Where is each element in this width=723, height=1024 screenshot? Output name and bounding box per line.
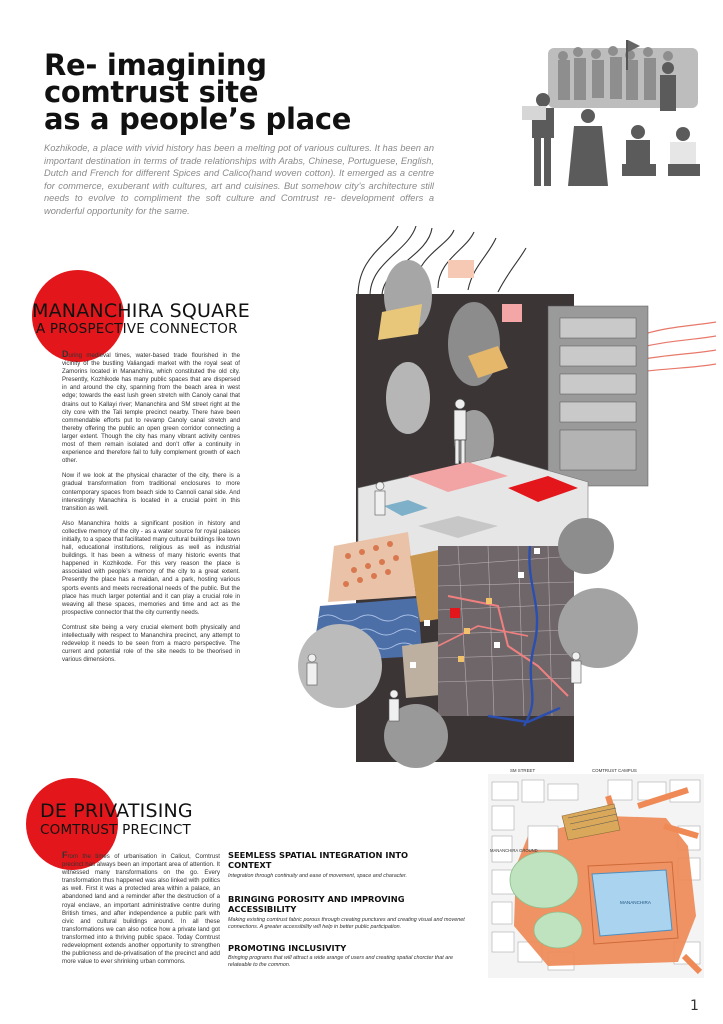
- flow-lines: [358, 226, 526, 296]
- crowd-photo-collage: [518, 38, 708, 190]
- paragraph-text: rom the times of urbanisation in Calicut, Comtrust precinct has always been an important area of attention. It witnessed many transformations on the go. Every transformation thus happened was also linked with politics as well. First it was a protected area within a palace, an abandoned land and a reminder after the destruction of a royal enclave, an important administrative centre during British times, and after independence a public park with civic and cultural buildings around. In all these transformations we can also notice how a private land got transformed into a thriving public space. Today Comtrust redevelopment extends another opportunity to strengthen the publicness and de-privatisation of the precinct and add more value to ever shrinking urban commons.: [62, 853, 220, 966]
- body-paragraph: Also Mananchira holds a significant position in history and collective memory of the city - as a water source for royal palaces initially, to a space that facilitated many cultural buildings like town hall, educational institutions, religious as well as industrial buildings. It has been a witness of many historic events that happened in Kozhikode. For this very reason the place is associated with people’s memory of the city to a great extent. Presently the place has a maidan, and a park, hosting various sports events and meets recreational needs of the public. But the place has much larger potential and it can play a crucial role in weaving all these spaces, memories and time and act as the prospective connector that the city currently needs.: [62, 519, 240, 616]
- strategy-description: Making existing comtrust fabric porous through creating punctures and creating visual and movenet connections. A greater accessibility will help in better public participation.: [228, 917, 465, 930]
- mill-illustration: [548, 306, 648, 486]
- label-mananchira-ground: MANANCHIRA GROUND: [490, 848, 538, 853]
- strategy-description: Bringing programs that will attract a wide arange of users and creating spatial chorcter that are relateable to the common.: [228, 955, 454, 968]
- body-paragraph: [62, 851, 220, 966]
- body-paragraph: Now if we look at the physical character of the city, there is a gradual transformation from traditional enclosures to more contemporary spaces from beach side to Cannoli canal side. And interestingly Manachira is located in a crucial point in this transition as well.: [62, 472, 240, 512]
- section1-body: [62, 350, 240, 671]
- mananchira-map-collage: [298, 226, 716, 774]
- site-plan-diagram: [488, 766, 704, 978]
- section2-body: [62, 851, 220, 973]
- title-line-3: as a people’s place: [44, 102, 352, 136]
- strategy-description: Integration through continuity and ease of movement, space and character.: [228, 873, 407, 879]
- label-sm-street: SM STREET: [510, 768, 536, 773]
- dropcap: D: [62, 349, 69, 359]
- strategy-title: SEEMLESS SPATIAL INTEGRATION INTO CONTEXT: [228, 850, 409, 871]
- paragraph-text: uring medieval times, water-based trade flourished in the vicinity of the bustling Valiangadi market with the royal seat of Zamorins located in Mananchira, which constituted the old city. Presently, Kozhikode has many public spaces that are dispersed in and around the city, spanning from the beach area in west edge; towards the east lush green stretch with Canoly canal that drains out to Kallayi river; Mananchira and SM street right at the city core with the Tali temple precinct nearby. There have been commendable efforts put to revamp Canoly canal stretch and thereby offering the public an open green corridor connecting a larger extent. Though the city has many vibrant activity centres most of them remain isolated and don’t offer a continuity in experience and therefore fail to fully complement growth of each other.: [62, 352, 240, 465]
- body-paragraph: Comtrust site being a very crucial element both physically and intellectually with respect to Mananchira precinct, any attempt to redevelop it needs to be seen from a macro perspective. The current and potential role of the site needs to be theorised in various dimensions.: [62, 623, 240, 664]
- label-mananchira-tank: MANANCHIRA: [620, 900, 651, 905]
- intro-paragraph: Kozhikode, a place with vivid history has been a melting pot of various cultures. It has been an important destination in terms of trade relationships with Arabs, Chinese, Portuguese, English, Dutch and French for different Spices and Calico(hand woven cotton). It emerged as a centre for commerce, exuberant with cultures, art and cuisines. But somehow city’s architecture still needs to evolve to compliment the soft culture and Comtrust re- development offers a wonderful opportunity for the same.: [44, 143, 434, 216]
- section-title-mananchira: MANANCHIRA SQUARE: [32, 300, 250, 322]
- strategy-title: BRINGING POROSITY AND IMPROVING ACCESSIBILITY: [228, 894, 405, 915]
- body-paragraph: [62, 350, 240, 465]
- label-comtrust-campus: COMTRUST CAMPUS: [592, 768, 637, 773]
- page-number: 1: [690, 998, 699, 1014]
- section-subtitle-connector: A PROSPECTIVE CONNECTOR: [36, 321, 238, 337]
- strategy-title: PROMOTING INCLUSIVITY: [228, 943, 347, 953]
- title-line-1: Re- imagining: [44, 48, 267, 82]
- section-title-deprivatising: DE PRIVATISING: [40, 800, 193, 822]
- title-line-2: comtrust site: [44, 75, 259, 109]
- page-title: [44, 48, 352, 136]
- section-subtitle-comtrust: COMTRUST PRECINCT: [40, 822, 191, 838]
- dropcap: F: [62, 850, 68, 860]
